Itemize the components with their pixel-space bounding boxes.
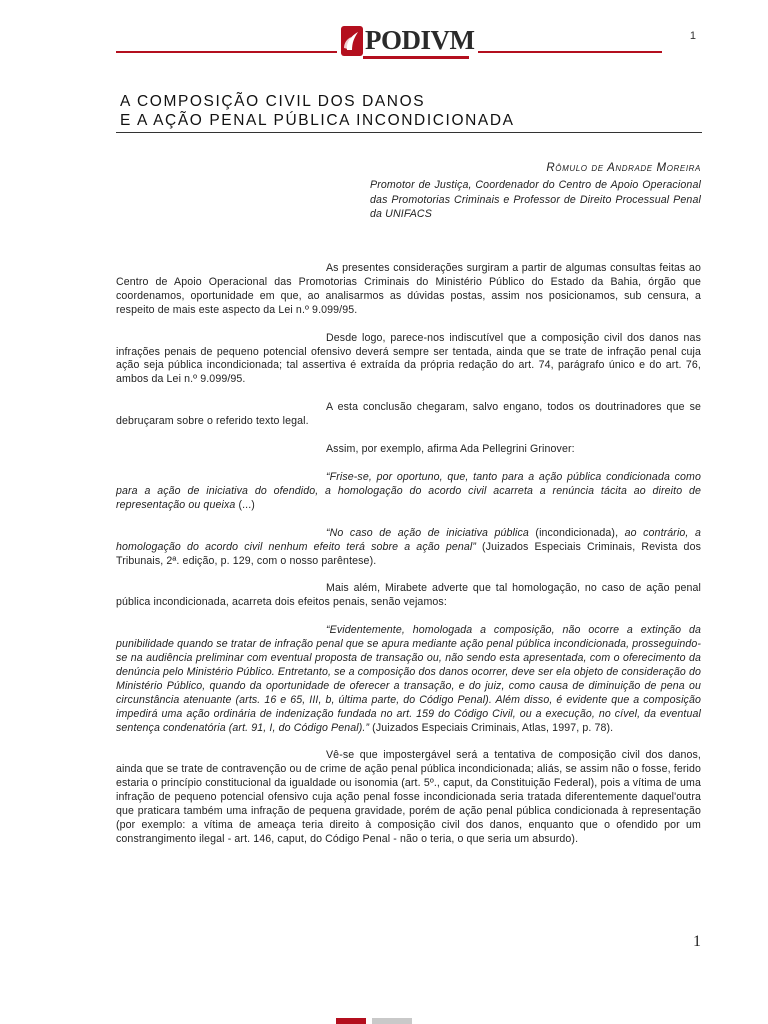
paragraph-6-plain: (incondicionada),	[528, 526, 625, 539]
paragraph-6-italic2: ao contrário, a homologação do acordo civil nenhum efeito terá sobre a ação penal”	[116, 526, 701, 553]
paragraph-3: A esta conclusão chegaram, salvo engano, todos os doutrinadores que se debruçaram sobre o referido texto legal.	[116, 401, 701, 428]
footer-accent	[336, 1018, 366, 1024]
paragraph-1: As presentes considerações surgiram a partir de algumas consultas feitas ao Centro de Apoio Operacional das Promotorias Criminais do Ministério Público do Estado da Bahia, órgão que coordenamos, oportunidade em que, ao analisarmos as dúvidas postas, assim nos posicionamos, sub censura, a respeito de mais este aspecto da Lei n.º 9.099/95.	[116, 262, 701, 316]
page-number-bottom: 1	[693, 933, 701, 950]
paragraph-8-italic: “Evidentemente, homologada a composição, não ocorre a extinção da punibilidade quando se tratar de infração penal que se apura mediante ação penal pública incondicionada, prosseguindo-se na audiência preliminar com eventual proposta de transação ou, não sendo esta apresentada, com o oferecimento da denúncia pelo Ministério Público. Entretanto, se a composição dos danos ocorrer, deve ser ela objeto de consideração do Ministério Público, quando da oportunidade de oferecer a transação, e do juiz, como causa de diminuição de pena ou circunstância atenuante (arts. 16 e 65, III, b, última parte, do Código Penal). Além disso, é evidente que a composição impedirá uma ação ordinária de indenização fundada no art. 159 do Código Civil, ou a execução, no cível, da eventual sentença condenatória (art. 91, I, do Código Penal).”	[116, 624, 701, 734]
document-body	[116, 262, 701, 861]
podivm-logo-icon	[341, 26, 363, 56]
paragraph-5-italic: “Frise-se, por oportuno, que, tanto para a ação pública condicionada como para a ação de iniciativa do ofendido, a homologação do acordo civil acarreta a renúncia tácita ao direito de representação ou queixa	[116, 470, 701, 511]
title-line-1: A COMPOSIÇÃO CIVIL DOS DANOS	[120, 93, 426, 110]
paragraph-2: Desde logo, parece-nos indiscutível que a composição civil dos danos nas infrações penais de pequeno potencial ofensivo deverá sempre ser tentada, ainda que se trate de infração penal cuja ação seja pública incondicionada; tal assertiva é extraída da própria redação do art. 74, parágrafo único e do art. 76, ambos da Lei n.º 9.099/95.	[116, 331, 701, 386]
publisher-logo	[337, 26, 478, 62]
page-number-top: 1	[689, 30, 696, 42]
paragraph-5	[116, 471, 701, 513]
paragraph-5-plain: (...)	[235, 498, 255, 511]
paragraph-6	[116, 527, 701, 569]
paragraph-4: Assim, por exemplo, afirma Ada Pellegrini Grinover:	[326, 443, 575, 456]
paragraph-8	[116, 624, 701, 735]
logo-wordmark: PODIVM	[365, 25, 475, 55]
document-title	[120, 92, 702, 130]
paragraph-8-plain: (Juizados Especiais Criminais, Atlas, 1997, p. 78).	[369, 721, 614, 734]
paragraph-6-italic: “No caso de ação de iniciativa pública	[326, 526, 529, 539]
paragraph-9: Vê-se que impostergável será a tentativa de composição civil dos danos, ainda que se trate de contravenção ou de crime de ação penal pública incondicionada; aliás, se assim não o fosse, ferido estaria o princípio constitucional da igualdade ou isonomia (art. 5º., caput, da Constituição Federal), pois a vítima de uma infração de pequeno potencial ofensivo cuja ação penal fosse incondicionada seria tratada diferentemente daquel'outra que praticara também uma infração de pequena gravidade, porém de ação penal pública condicionada à representação (por exemplo: a vítima de ameaça teria direito à composição civil dos danos, enquanto que o ofendido por um constrangimento ilegal - art. 146, caput, do Código Penal - não o teria, o que seria um absurdo).	[116, 749, 701, 845]
paragraph-7: Mais além, Mirabete adverte que tal homologação, no caso de ação penal pública incondicionada, acarreta dois efeitos penais, senão vejamos:	[116, 582, 701, 609]
logo-underline	[363, 56, 469, 59]
title-line-2: E A AÇÃO PENAL PÚBLICA INCONDICIONADA	[120, 112, 515, 129]
paragraph-6-plain2: (Juizados Especiais Criminais, Revista dos Tribunais, 2ª. edição, p. 129, com o nosso parêntese).	[116, 540, 701, 567]
author-name: Rômulo de Andrade Moreira	[546, 162, 701, 174]
author-affiliation: Promotor de Justiça, Coordenador do Centro de Apoio Operacional das Promotorias Criminais e Professor de Direito Processual Penal da UNIFACS	[370, 179, 701, 220]
footer-accent-grey	[372, 1018, 412, 1024]
title-rule	[116, 132, 702, 133]
